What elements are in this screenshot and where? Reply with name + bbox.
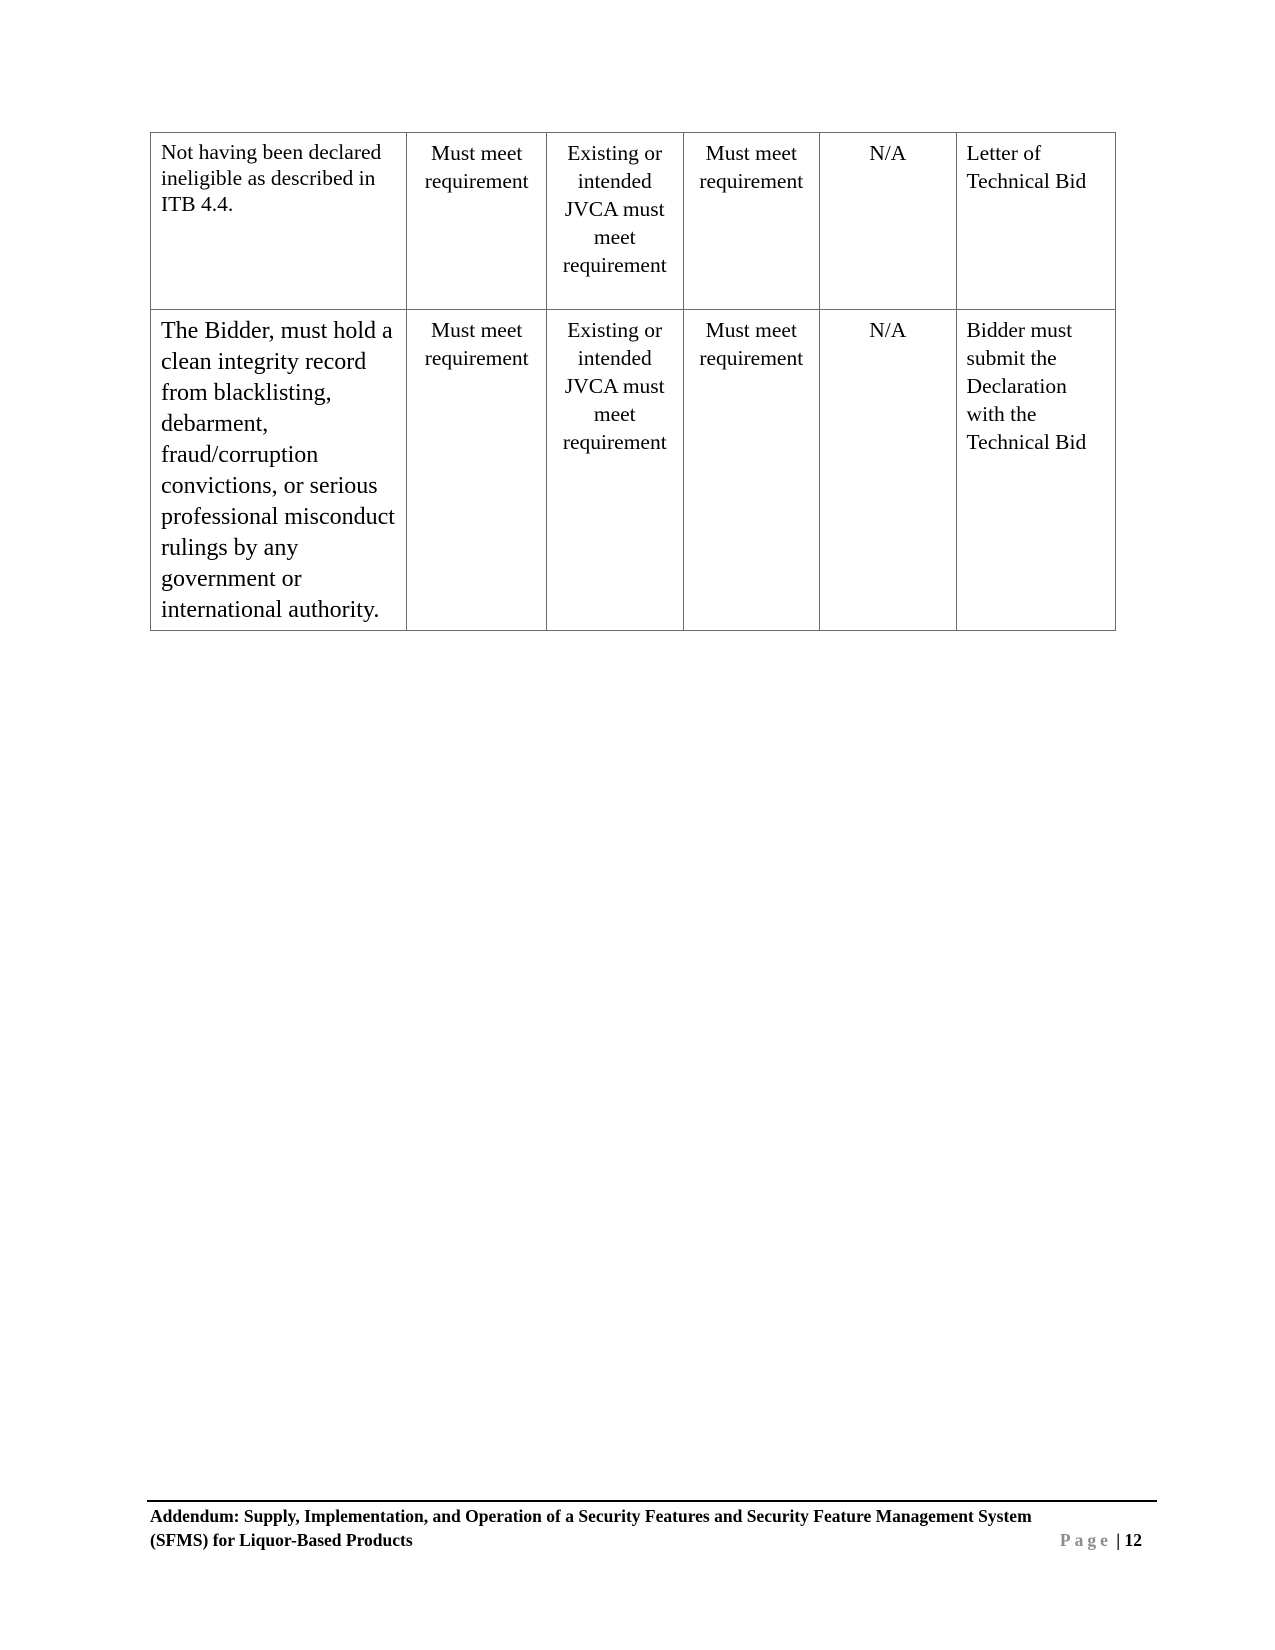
jvca-each-member-cell: Must meet requirement [683,133,820,310]
footer-title-line2: (SFMS) for Liquor-Based Products [150,1530,413,1550]
jvca-all-parties-cell: Existing or intended JVCA must meet requirement [547,310,684,631]
jvca-all-parties-cell: Existing or intended JVCA must meet requirement [547,133,684,310]
single-entity-cell: Must meet requirement [407,133,547,310]
footer-line2 [150,1528,1140,1552]
page-separator: | [1116,1530,1121,1550]
table-row [151,133,1116,310]
documentation-cell: Bidder must submit the Declaration with the Technical Bid [956,310,1115,631]
page-number [1060,1528,1142,1552]
table-row [151,310,1116,631]
documentation-cell: Letter of Technical Bid [956,133,1115,310]
jvca-one-member-cell: N/A [820,133,957,310]
footer-divider [147,1500,1157,1502]
single-entity-cell: Must meet requirement [407,310,547,631]
page-number-value: 12 [1124,1530,1142,1550]
criterion-cell: Not having been declared ineligible as described in ITB 4.4. [151,133,407,310]
page-footer [150,1504,1140,1552]
page-label: Page [1059,1530,1112,1550]
jvca-one-member-cell: N/A [820,310,957,631]
criterion-cell: The Bidder, must hold a clean integrity record from blacklisting, debarment, fraud/corruption convictions, or serious professional misconduct rulings by any government or international authority. [151,310,407,631]
jvca-each-member-cell: Must meet requirement [683,310,820,631]
qualification-criteria-table [150,132,1116,631]
footer-title-line1: Addendum: Supply, Implementation, and Operation of a Security Features and Security Feature Management System [150,1506,1032,1526]
